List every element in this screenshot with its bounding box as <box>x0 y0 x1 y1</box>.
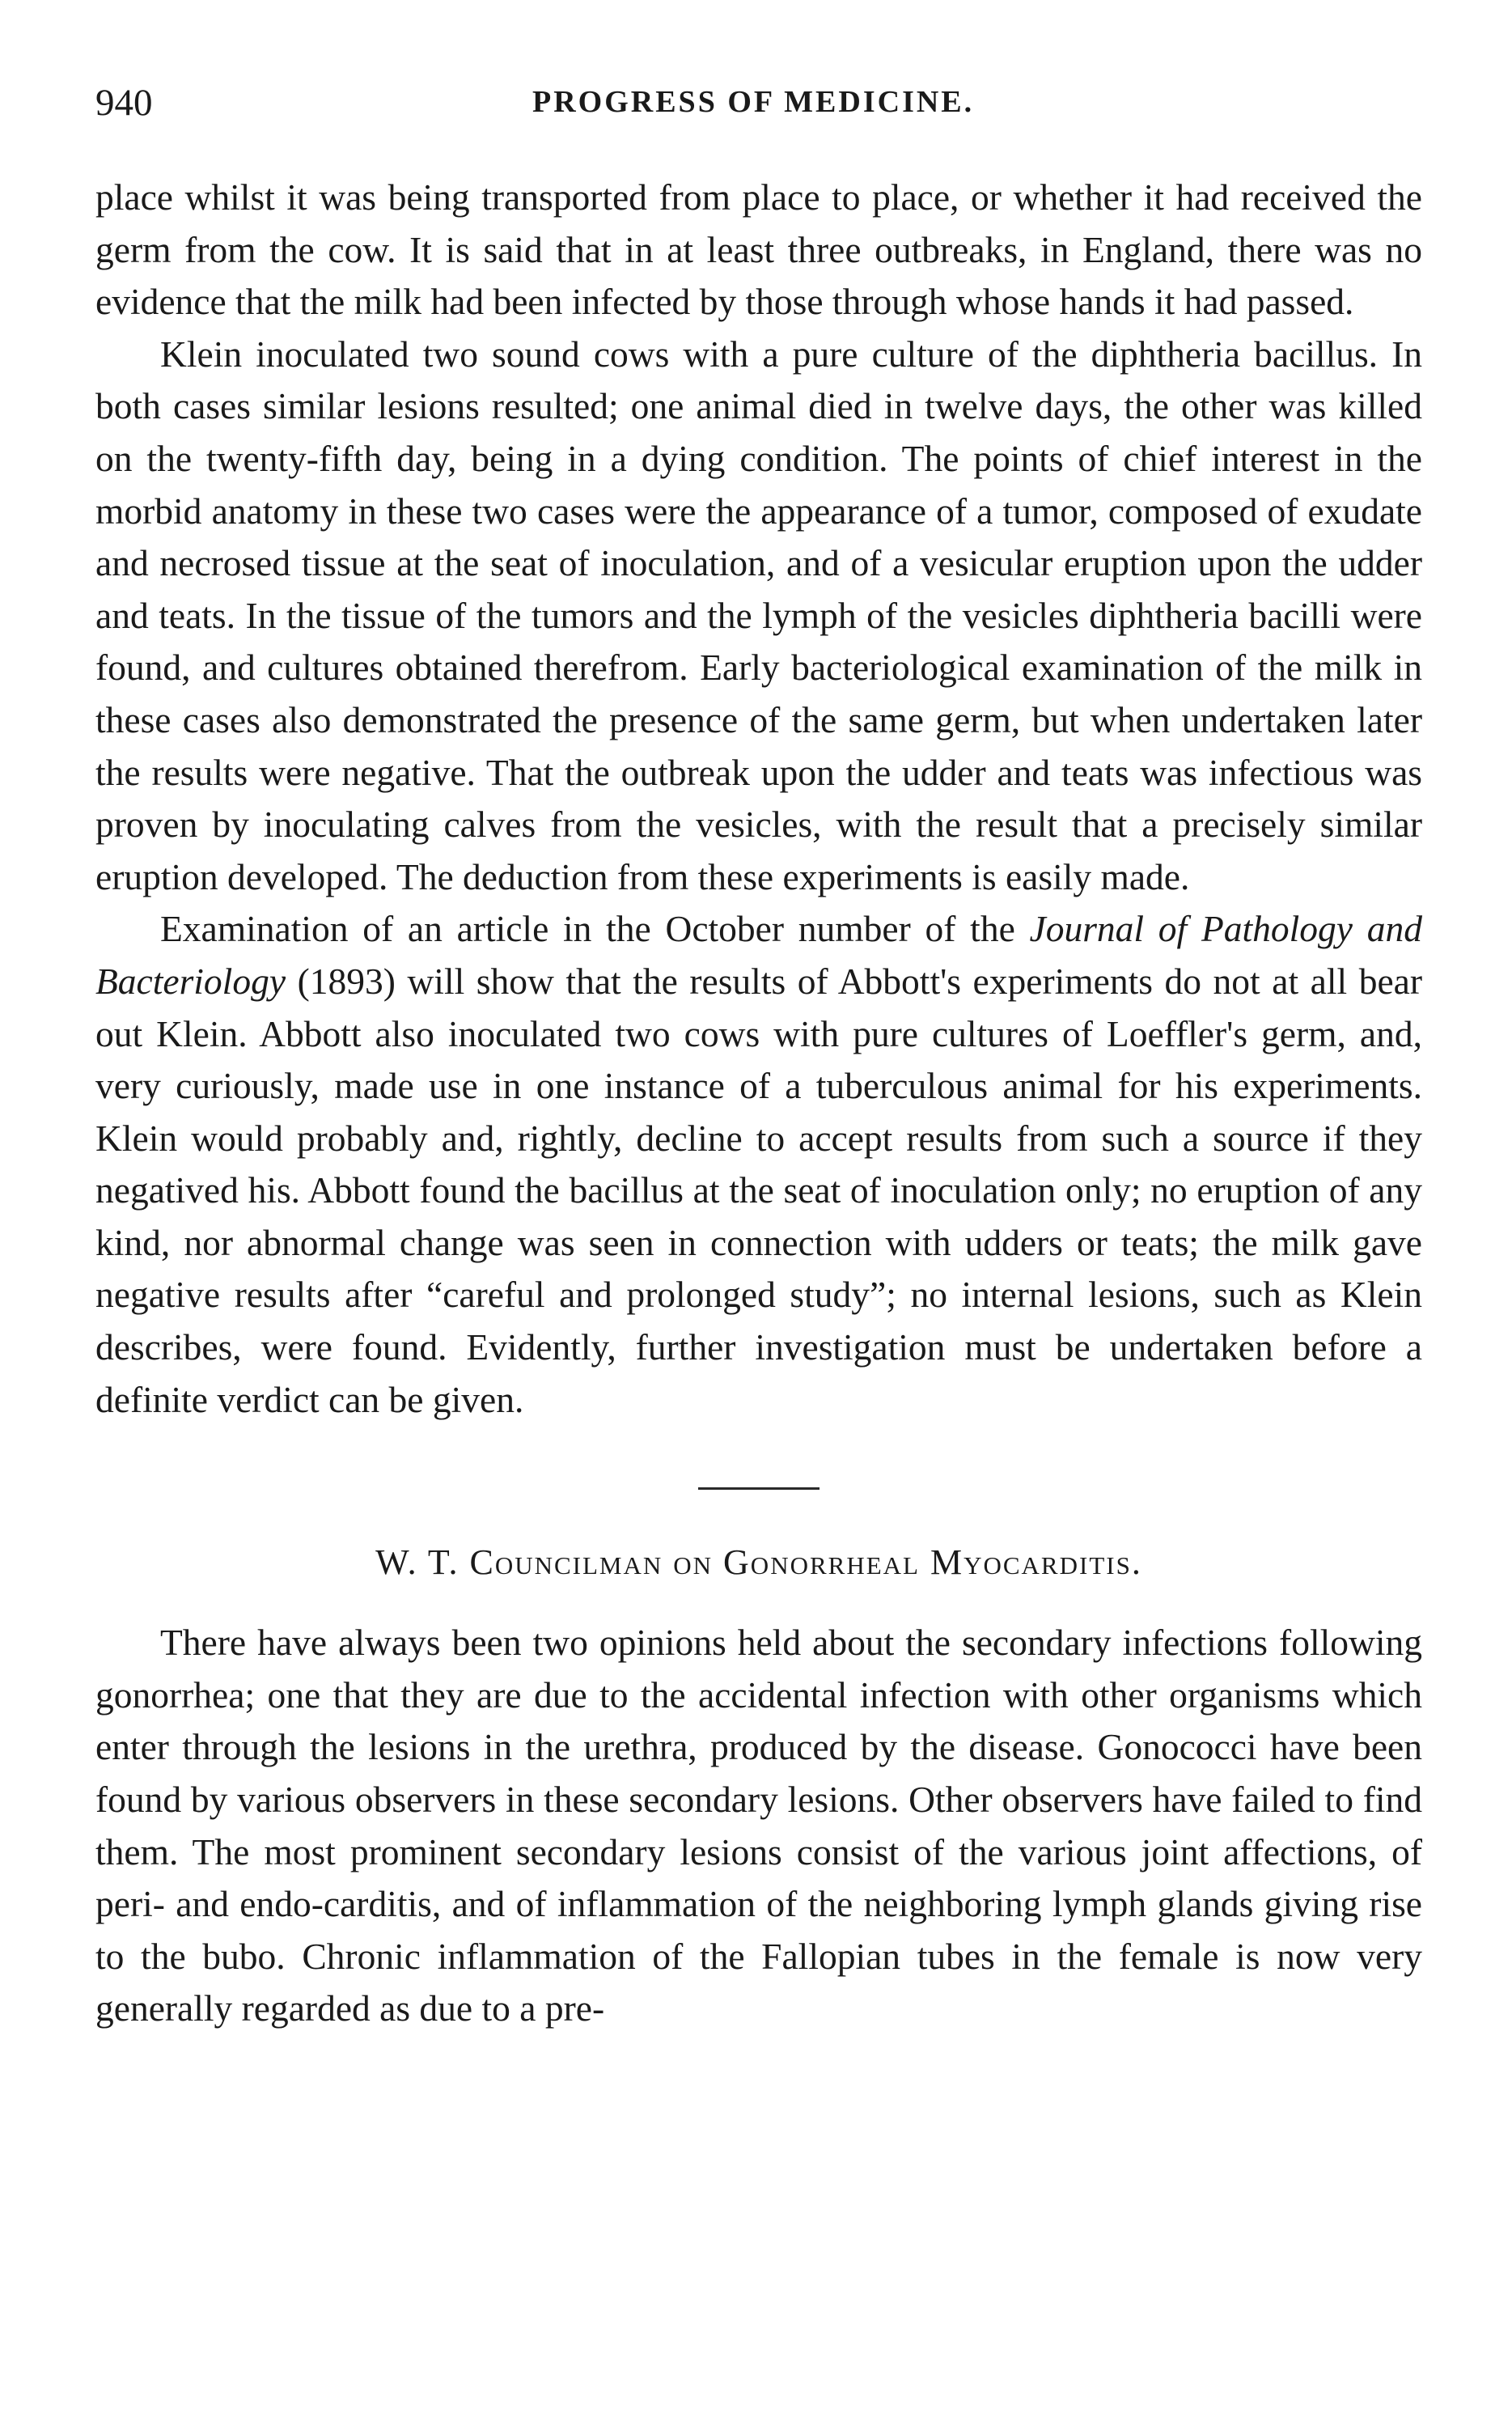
book-page <box>95 81 1422 2035</box>
paragraph-transport: place whilst it was being transported from place to place, or whether it had received the germ from the cow. It is said that in at least three outbreaks, in England, there was no evidence that the milk had been infected by those through whose hands it had passed. <box>95 176 1422 323</box>
paragraph-klein-inoculation: Klein inoculated two sound cows with a pure culture of the diphtheria bacillus. In both cases similar lesions resulted; one animal died in twelve days, the other was killed on the twenty-fifth day, being in a dying condition. The points of chief interest in the morbid anatomy in these two cases were the appearance of a tumor, composed of exudate and necrosed tissue at the seat of inoculation, and of a vesicular eruption upon the udder and teats. In the tissue of the tumors and the lymph of the vesicles diphtheria bacilli were found, and cultures obtained therefrom. Early bacteriological examination of the milk in these cases also demonstrated the presence of the same germ, but when undertaken later the results were negative. That the outbreak upon the udder and teats was infectious was proven by inoculating calves from the vesicles, with the result that a precisely similar eruption developed. The deduction from these experiments is easily made. <box>95 333 1422 897</box>
section-milk-diphtheria <box>95 172 1422 1426</box>
abbott-text-start: Examination of an article in the October number of the <box>160 908 1030 950</box>
paragraph-secondary-infections: There have always been two opinions held about the secondary infections following gonorrhea; one that they are due to the accidental infection with other organisms which enter through the lesions in the urethra, produced by the disease. Gonococci have been found by various observers in these secondary lesions. Other observers have failed to find them. The most prominent secondary lesions consist of the various joint affections, of peri- and endo-carditis, and of inflammation of the neighboring lymph glands giving rise to the bubo. Chronic inflammation of the Fallopian tubes in the female is now very generally regarded as due to a pre- <box>95 1622 1422 2029</box>
paragraph-abbott-experiments <box>95 903 1422 1426</box>
abbott-text-rest: (1893) will show that the results of Abbott's experiments do not at all bear out Klein. Abbott also inoculated two cows with pure cultures of Loeffler's germ, and, very curiously, made use in one instance of a tuberculous animal for his experiments. Klein would probably and, rightly, decline to accept results from such a source if they negatived his. Abbott found the bacillus at the seat of inoculation only; no eruption of any kind, nor abnormal change was seen in connection with udders or teats; the milk gave negative results after “careful and prolonged study”; no internal lesions, such as Klein describes, were found. Evidently, further investigation must be undertaken before a definite verdict can be given. <box>95 960 1422 1420</box>
running-head <box>95 81 1422 138</box>
running-title: PROGRESS OF MEDICINE. <box>532 85 975 119</box>
journal-title: Journal of Pathology and Bacteriology <box>95 908 1422 1002</box>
section-heading: W. T. Councilman on Gonorrheal Myocarditis. <box>375 1542 1142 1583</box>
section-gonorrheal-myocarditis <box>95 1617 1422 2035</box>
section-divider <box>698 1487 820 1490</box>
page-number: 940 <box>95 82 153 124</box>
